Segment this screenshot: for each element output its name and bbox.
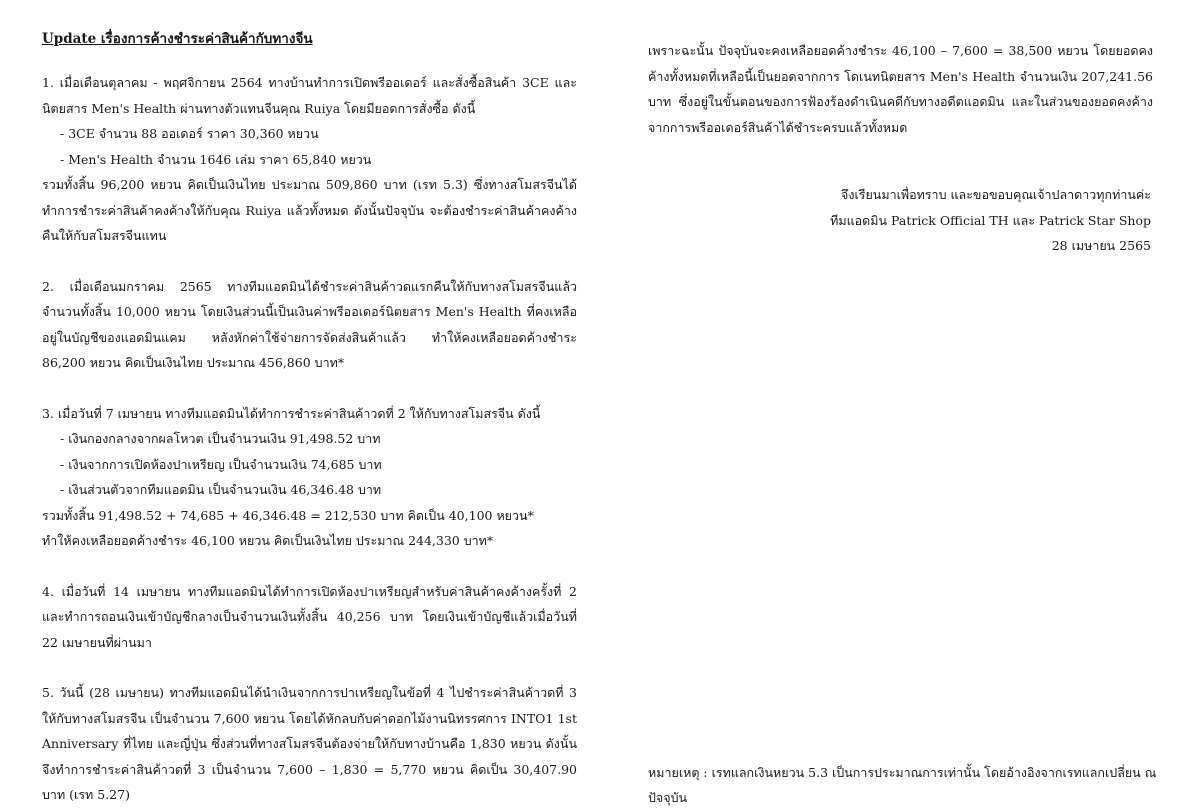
section-5-text: 5. วันนี้ (28 เมษายน) ทางทีมแอดมินได้นำเงินจากการปาเหรียญในข้อที่ 4 ไปชำระค่าสินค้าวดที่ 3 ให้กับทางสโมสรจีน เป็นจำนวน 7,600 หยวน โดยได้หักลบกับค่าดอกไม้งานนิทรรศการ INTO1 1st Anniversary ที่ไทย และญี่ปุ่น ซึ่งส่วนที่ทางสโมสรจีนต้องจ่ายให้กับทางบ้านคือ 1,830 หยวน ดังนั้นจึงทำการชำระค่าสินค้าวดที่ 3 เป็นจำนวน 7,600 – 1,830 = 5,770 หยวน คิดเป็น 30,407.90 บาท (เรท 5.27) bbox=[42, 685, 577, 802]
section-1-bullet-menshealth: - Men's Health จำนวน 1646 เล่ม ราคา 65,840 หยวน bbox=[60, 151, 372, 167]
section-3-text: 3. เมื่อวันที่ 7 เมษายน ทางทีมแอดมินได้ทำการชำระค่าสินค้าวดที่ 2 ให้กับทางสโมสรจีน ดังนี้ bbox=[42, 405, 541, 421]
section-3-bullet-coin-room: - เงินจากการเปิดห้องปาเหรียญ เป็นจำนวนเงิน 74,685 บาท bbox=[60, 456, 382, 472]
right-column bbox=[648, 38, 1153, 259]
document-title: Update เรื่องการค้างชำระค่าสินค้ากับทางจีน bbox=[42, 31, 313, 47]
section-1-text: 1. เมื่อเดือนตุลาคม - พฤศจิกายน 2564 ทางบ้านทำการเปิดพรีออเดอร์ และสั่งซื้อสินค้า 3CE และนิตยสาร Men's Health ผ่านทางตัวแทนจีนคุณ Ruiya โดยมียอดการสั่งซื้อ ดังนี้ bbox=[42, 75, 577, 116]
section-3-remaining: ทำให้คงเหลือยอดค้างชำระ 46,100 หยวน คิดเป็นเงินไทย ประมาณ 244,330 บาท* bbox=[42, 533, 494, 548]
signature-block bbox=[648, 182, 1153, 259]
section-3-bullet-admin-fund: - เงินส่วนตัวจากทีมแอดมิน เป็นจำนวนเงิน 46,346.48 บาท bbox=[60, 482, 382, 497]
footnote: หมายเหตุ : เรทแลกเงินหยวน 5.3 เป็นการประมาณการเท่านั้น โดยอ้างอิงจากเรทแลกเปลี่ยน ณ ปัจจุบัน bbox=[648, 764, 1157, 805]
spacer bbox=[42, 376, 577, 401]
section-3-total: รวมทั้งสิ้น 91,498.52 + 74,685 + 46,346.48 = 212,530 บาท คิดเป็น 40,100 หยวน* bbox=[42, 507, 534, 523]
left-column bbox=[42, 30, 577, 808]
closing-line: จึงเรียนมาเพื่อทราบ และขอขอบคุณเจ้าปลาดาวทุกท่านค่ะ bbox=[841, 187, 1151, 202]
balance-paragraph: เพราะฉะนั้น ปัจจุบันจะคงเหลือยอดค้างชำระ 46,100 – 7,600 = 38,500 หยวน โดยยอดคงค้างทั้งหมดที่เหลือนี้เป็นยอดจากการ โดเนทนิตยสาร Men's Health จำนวนเงิน 207,241.56 บาท ซึ่งอยู่ในขั้นตอนของการฟ้องร้องดำเนินคดีกับทางอดีตแอดมิน และในส่วนของยอดคงค้างจากการพรีออเดอร์สินค้าได้ชำระครบแล้วทั้งหมด bbox=[648, 43, 1153, 135]
spacer bbox=[42, 249, 577, 274]
section-4-text: 4. เมื่อวันที่ 14 เมษายน ทางทีมแอดมินได้ทำการเปิดห้องปาเหรียญสำหรับค่าสินค้าคงค้างครั้งที่ 2 และทำการถอนเงินเข้าบัญชีกลางเป็นจำนวนเงินทั้งสิ้น 40,256 บาท โดยเงินเข้าบัญชีแล้วเมื่อวันที่ 22 เมษายนที่ผ่านมา bbox=[42, 583, 577, 650]
signature-date: 28 เมษายน 2565 bbox=[1051, 238, 1151, 253]
section-1-bullet-3ce: - 3CE จำนวน 88 ออเดอร์ ราคา 30,360 หยวน bbox=[60, 126, 319, 141]
section-3-bullet-vote-fund: - เงินกองกลางจากผลโหวต เป็นจำนวนเงิน 91,498.52 บาท bbox=[60, 431, 381, 446]
spacer bbox=[42, 655, 577, 680]
section-1-summary: รวมทั้งสิ้น 96,200 หยวน คิดเป็นเงินไทย ประมาณ 509,860 บาท (เรท 5.3) ซึ่งทางสโมสรจีนได้ทำการชำระค่าสินค้าคงค้างให้กับคุณ Ruiya แล้วทั้งหมด ดังนั้นปัจจุบัน จะต้องชำระค่าสินค้าคงค้างคืนให้กับสโมสรจีนแทน bbox=[42, 177, 577, 243]
section-2-text: 2. เมื่อเดือนมกราคม 2565 ทางทีมแอดมินได้ชำระค่าสินค้าวดแรกคืนให้กับทางสโมสรจีนแล้วจำนวนทั้งสิ้น 10,000 หยวน โดยเงินส่วนนี้เป็นเงินค่าพรีออเดอร์นิตยสาร Men's Health ที่คงเหลืออยู่ในบัญชีของแอดมินแคม หลังหักค่าใช้จ่ายการจัดส่งสินค้าแล้ว ทำให้คงเหลือยอดค้างชำระ 86,200 หยวน คิดเป็นเงินไทย ประมาณ 456,860 บาท* bbox=[42, 278, 577, 370]
signature-team: ทีมแอดมิน Patrick Official TH และ Patrick Star Shop bbox=[830, 212, 1151, 228]
spacer bbox=[42, 554, 577, 579]
